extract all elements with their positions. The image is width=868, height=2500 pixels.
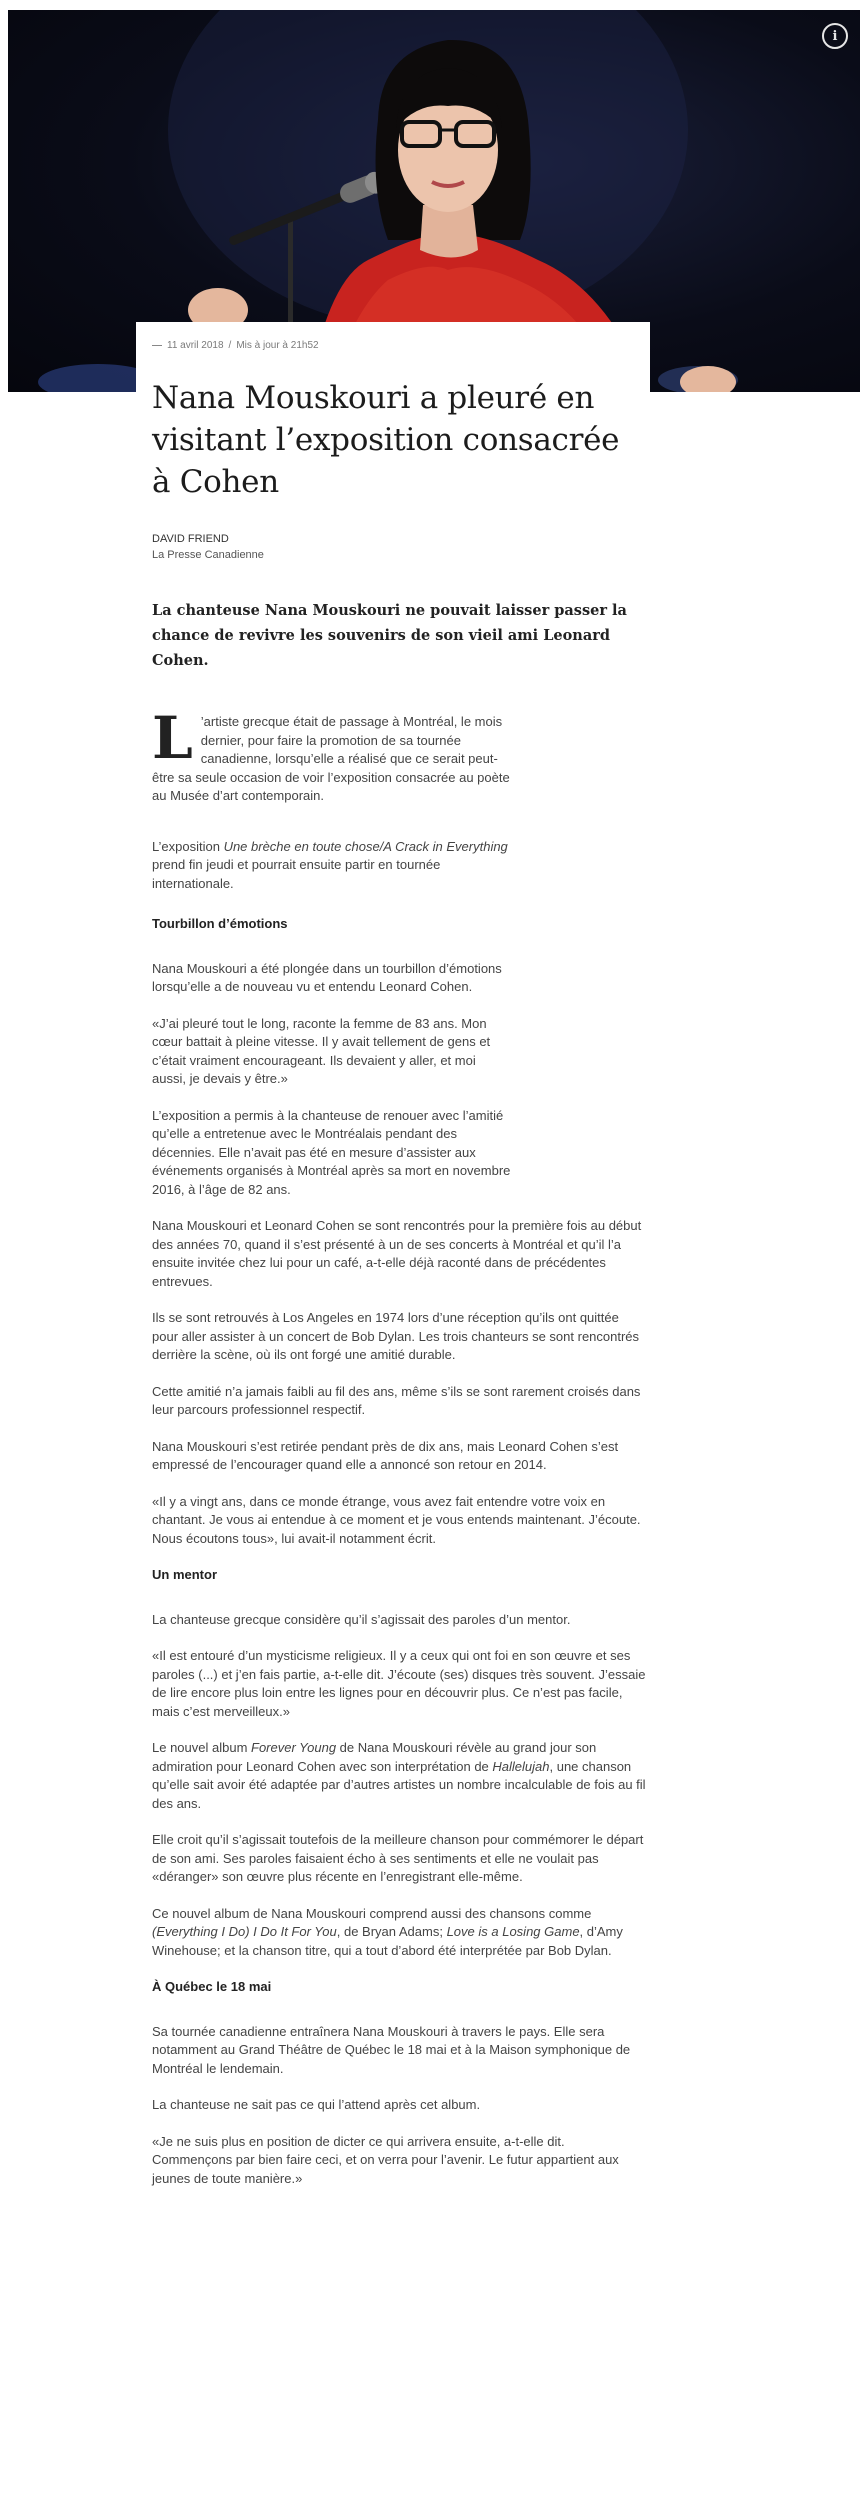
paragraph-15-text-b: , de Bryan Adams; xyxy=(336,1924,447,1939)
paragraph-13-text-c: , une chanson qu’elle sait avoir été adaptée par d’autres artistes un nombre incalculable de fois au fil des ans. xyxy=(152,1758,646,1811)
paragraph-7: Ils se sont retrouvés à Los Angeles en 1974 lors d’une réception qu’ils ont quittée pour aller assister à un concert de Bob Dylan. Les trois chanteurs se sont rencontrés derrière la scène, où ils ont forgé une amitié durable. xyxy=(152,1310,640,1362)
paragraph-6: Nana Mouskouri et Leonard Cohen se sont rencontrés pour la première fois au début des années 70, quand il s’est présenté à un de ses concerts à Montréal et qu’il l’a ensuite invitée chez lui pour un café, a-t-elle déjà raconté dans de précédentes entrevues. xyxy=(152,1218,642,1289)
paragraph-12: «Il est entouré d’un mysticisme religieux. Il y a ceux qui ont foi en son œuvre et ses paroles (...) et j’en fais partie, a-t-elle dit. J’écoute (ses) disques très souvent. J’essaie de lire encore plus loin entre les lignes pour en découvrir plus. Ce n’est pas facile, mais c’est merveilleux.» xyxy=(152,1648,646,1719)
paragraph-11: La chanteuse grecque considère qu’il s’agissait des paroles d’un mentor. xyxy=(152,1611,571,1627)
dateline-dash xyxy=(152,345,162,346)
paragraph-10: «Il y a vingt ans, dans ce monde étrange, vous avez fait entendre votre voix en chantant. Je vous ai entendue à ce moment et je vous entends maintenant. J’écoute. Nous écoutons tous», lui avait-il notamment écrit. xyxy=(152,1493,641,1546)
paragraph-13-text-a: Le nouvel album xyxy=(152,1740,252,1755)
article-body xyxy=(152,704,648,2188)
subheading-quebec: À Québec le 18 mai xyxy=(152,1979,272,1994)
paragraph-15 xyxy=(152,1905,648,1961)
article-title: Nana Mouskouri a pleuré en visitant l’exposition consacrée à Cohen xyxy=(152,380,620,500)
article-lede: La chanteuse Nana Mouskouri ne pouvait laisser passer la chance de revivre les souvenirs de son vieil ami Leonard Cohen. xyxy=(152,602,627,669)
paragraph-13-text-b: de Nana Mouskouri révèle au grand jour son admiration pour Leonard Cohen avec son interprétation de xyxy=(152,1740,597,1774)
publish-date: 11 avril 2018 xyxy=(167,340,224,351)
article xyxy=(152,340,648,2206)
paragraph-15-text-a: Ce nouvel album de Nana Mouskouri comprend aussi des chansons comme xyxy=(152,1905,592,1921)
paragraph-9: Nana Mouskouri s’est retirée pendant près de dix ans, mais Leonard Cohen s’est empressé de l’encourager quand elle a annoncé son retour en 2014. xyxy=(152,1438,619,1472)
exhibition-title: Une brèche en toute chose/A Crack in Everything xyxy=(223,838,508,854)
drop-cap: L xyxy=(152,704,193,772)
updated-time: Mis à jour à 21h52 xyxy=(236,340,319,351)
paragraph-13 xyxy=(152,1739,648,1813)
paragraph-2-text-a: L’exposition xyxy=(152,838,224,854)
paragraph-5: L’exposition a permis à la chanteuse de renouer avec l’amitié qu’elle a entretenue avec le Montréalais pendant des décennies. Elle n’avait pas été en mesure d’assister aux événements organisés à Montréal après sa mort en novembre 2016, à l’âge de 82 ans. xyxy=(152,1107,511,1197)
paragraph-1-text: ’artiste grecque était de passage à Montréal, le mois dernier, pour faire la promotion de sa tournée canadienne, lorsqu’elle a réalisé que ce serait peut-être sa seule occasion de voir l’exposition consacrée au poète au Musée d’art contemporain. xyxy=(152,714,510,803)
author-name[interactable]: DAVID FRIEND xyxy=(152,533,229,545)
author-agency: La Presse Canadienne xyxy=(152,549,264,561)
info-icon[interactable]: i xyxy=(822,23,848,49)
paragraph-14: Elle croit qu’il s’agissait toutefois de la meilleure chanson pour commémorer le départ de son ami. Ses paroles faisaient écho à ses sentiments et elle ne voulait pas «déranger» son œuvre plus récente en l’enregistrant elle-même. xyxy=(152,1832,644,1884)
subheading-tourbillon: Tourbillon d’émotions xyxy=(152,916,288,931)
song-title-hallelujah: Hallelujah xyxy=(492,1758,550,1774)
dateline-separator: / xyxy=(228,340,232,351)
album-title: Forever Young xyxy=(251,1740,337,1755)
subheading-mentor: Un mentor xyxy=(152,1567,217,1582)
paragraph-3: Nana Mouskouri a été plongée dans un tourbillon d’émotions lorsqu’elle a de nouveau vu et entendu Leonard Cohen. xyxy=(152,960,502,994)
paragraph-16: Sa tournée canadienne entraînera Nana Mouskouri à travers le pays. Elle sera notamment au Grand Théâtre de Québec le 18 mai et à la Maison symphonique de Montréal le lendemain. xyxy=(152,2023,631,2076)
paragraph-2-text-b: prend fin jeudi et pourrait ensuite partir en tournée internationale. xyxy=(152,857,441,891)
dateline xyxy=(152,340,648,351)
paragraph-1 xyxy=(152,704,512,806)
song-title-bryan-adams: (Everything I Do) I Do It For You xyxy=(152,1924,337,1939)
song-title-winehouse: Love is a Losing Game xyxy=(446,1924,580,1939)
paragraph-18: «Je ne suis plus en position de dicter ce qui arrivera ensuite, a-t-elle dit. Commençons par bien faire ceci, et on verra pour l’avenir. Le futur appartient aux jeunes de toute manière.» xyxy=(152,2133,619,2186)
paragraph-2 xyxy=(152,838,512,894)
paragraph-8: Cette amitié n’a jamais faibli au fil des ans, même s’ils se sont rarement croisés dans leur parcours professionnel respectif. xyxy=(152,1383,641,1417)
paragraph-15-text-c: , d’Amy Winehouse; et la chanson titre, qui a tout d’abord été interprétée par Bob Dylan. xyxy=(152,1924,623,1958)
paragraph-4: «J’ai pleuré tout le long, raconte la femme de 83 ans. Mon cœur battait à pleine vitesse. Il y avait tellement de gens et c’était vraiment encourageant. Ils devaient y aller, et moi aussi, je devais y être.» xyxy=(152,1015,491,1086)
paragraph-17: La chanteuse ne sait pas ce qui l’attend après cet album. xyxy=(152,2097,481,2112)
